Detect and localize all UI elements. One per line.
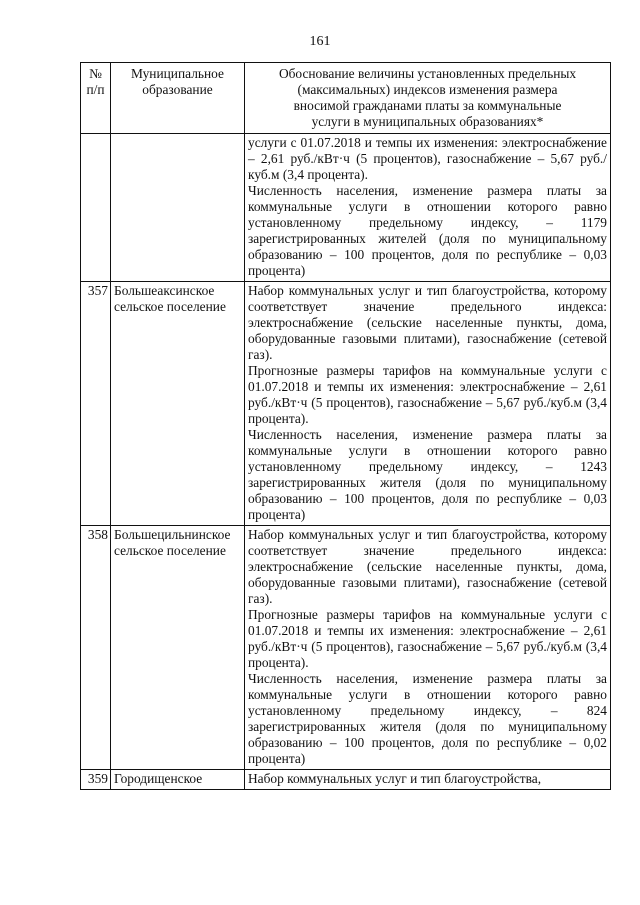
row-number: [81, 134, 111, 282]
table-header-row: [81, 63, 611, 134]
row-justification: [245, 770, 611, 790]
header-justification-line: (максимальных) индексов изменения размера: [297, 82, 558, 97]
tariff-index-table: [80, 62, 611, 790]
justification-paragraph: Набор коммунальных услуг и тип благоустройства,: [248, 771, 542, 786]
header-justification-line: услуги в муниципальных образованиях*: [311, 114, 544, 129]
justification-paragraph: Набор коммунальных услуг и тип благоустройства, которому соответствует значение предельного индекса: электроснабжение (сельские населенные пункты, дома, оборудованные газовыми плитами), газоснабжение (сетевой газ).: [248, 527, 607, 606]
row-municipality: Большеаксинское сельское поселение: [111, 282, 245, 526]
header-municipality: [111, 63, 245, 134]
table-row: [81, 134, 611, 282]
row-justification: [245, 282, 611, 526]
header-num-line: №: [89, 66, 102, 81]
page-number: 161: [309, 34, 331, 49]
header-municipality-line: Муниципальное: [131, 66, 224, 81]
row-number: 357: [81, 282, 111, 526]
header-num-line: п/п: [86, 82, 105, 97]
header-justification-line: вносимой гражданами платы за коммунальные: [293, 98, 562, 113]
table-row: [81, 282, 611, 526]
justification-paragraph: Численность населения, изменение размера платы за коммунальные услуги в отношении которого равно установленному предельному индексу, – 1243 зарегистрированных жителя (доля по муниципальному образованию – 100 процентов, доля по республике – 0,03 процента): [248, 427, 607, 522]
justification-paragraph: Численность населения, изменение размера платы за коммунальные услуги в отношении которого равно установленному предельному индексу, – 1179 зарегистрированных жителей (доля по муниципальному образованию – 100 процентов, доля по республике – 0,03 процента): [248, 183, 607, 278]
row-justification: [245, 134, 611, 282]
row-municipality: Городищенское: [111, 770, 245, 790]
table-row: [81, 770, 611, 790]
row-number: 359: [81, 770, 111, 790]
justification-paragraph: услуги с 01.07.2018 и темпы их изменения: электроснабжение – 2,61 руб./кВт·ч (5 процентов), газоснабжение – 5,67 руб./куб.м (3,4 процента).: [248, 135, 607, 182]
row-municipality: Большецильнинское сельское поселение: [111, 526, 245, 770]
row-justification: [245, 526, 611, 770]
header-justification: [245, 63, 611, 134]
table-row: [81, 526, 611, 770]
row-municipality: [111, 134, 245, 282]
justification-paragraph: Прогнозные размеры тарифов на коммунальные услуги с 01.07.2018 и темпы их изменения: электроснабжение – 2,61 руб./кВт·ч (5 процентов), газоснабжение – 5,67 руб./куб.м (3,4 процента).: [248, 363, 607, 426]
justification-paragraph: Набор коммунальных услуг и тип благоустройства, которому соответствует значение предельного индекса: электроснабжение (сельские населенные пункты, дома, оборудованные газовыми плитами), газоснабжение (сетевой газ).: [248, 283, 607, 362]
header-num: [81, 63, 111, 134]
header-municipality-line: образование: [142, 82, 213, 97]
row-number: 358: [81, 526, 111, 770]
justification-paragraph: Численность населения, изменение размера платы за коммунальные услуги в отношении которого равно установленному предельному индексу, – 824 зарегистрированных жителя (доля по муниципальному образованию – 100 процентов, доля по республике – 0,02 процента): [248, 671, 607, 766]
header-justification-line: Обоснование величины установленных предельных: [278, 66, 577, 81]
justification-paragraph: Прогнозные размеры тарифов на коммунальные услуги с 01.07.2018 и темпы их изменения: электроснабжение – 2,61 руб./кВт·ч (5 процентов), газоснабжение – 5,67 руб./куб.м (3,4 процента).: [248, 607, 607, 670]
